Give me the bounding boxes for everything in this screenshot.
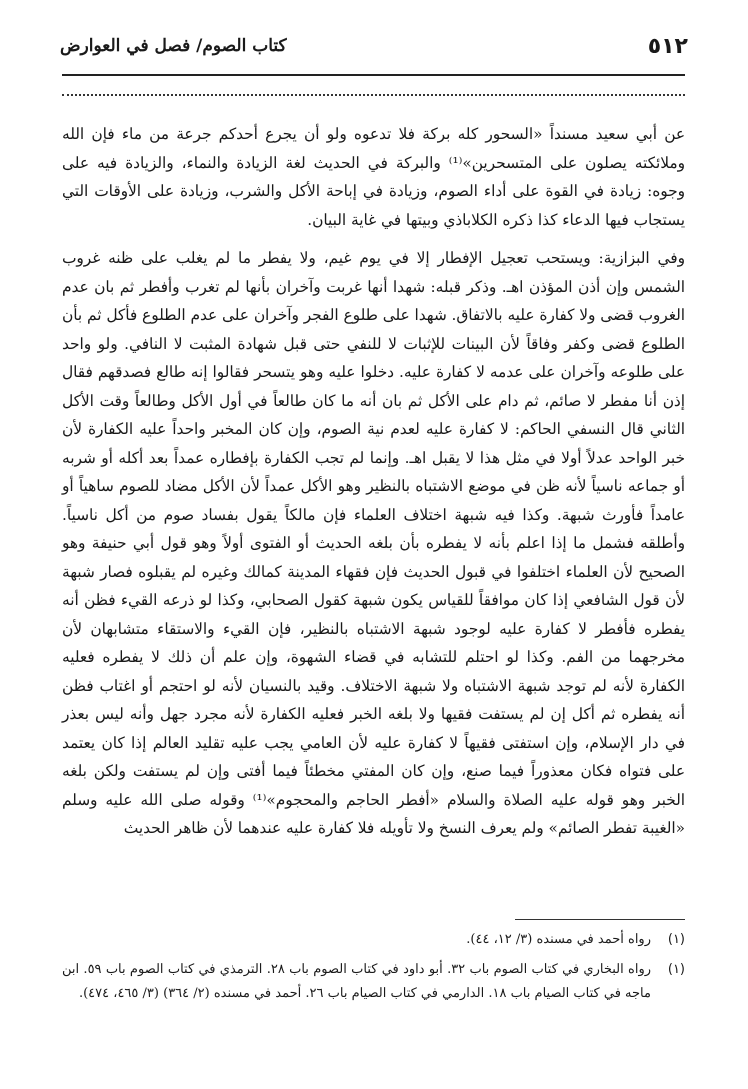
footnote-rule	[515, 919, 685, 920]
footnote-text: رواه أحمد في مسنده (٣/ ١٢، ٤٤).	[466, 932, 651, 947]
footnote-number: (١)	[667, 932, 685, 947]
footnote	[62, 958, 685, 1006]
main-text	[62, 120, 685, 843]
footnote-number: (١)	[667, 962, 685, 977]
footnote-text: رواه البخاري في كتاب الصوم باب ٣٢. أبو داود في كتاب الصوم باب ٢٨. الترمذي في كتاب الصوم باب ٥٩. ابن ماجه في كتاب الصيام باب ١٨. الدارمي في كتاب الصيام باب ٢٦. أحمد في مسنده (٢/ ٣٦٤) (٣/ ٤٦٥، ٤٧٤).	[62, 962, 651, 1001]
footnotes	[62, 928, 685, 1012]
header-rule	[62, 74, 685, 76]
running-title: كتاب الصوم/ فصل في العوارض	[60, 36, 287, 56]
page-number: ٥١٢	[647, 34, 688, 59]
dotted-separator	[62, 94, 685, 96]
paragraph-1: عن أبي سعيد مسنداً «السحور كله بركة فلا تدعوه ولو أن يجرع أحدكم جرعة من ماء فإن الله وملائكته يصلون على المتسحرين»⁽¹⁾ والبركة في الحديث لغة الزيادة والنماء، والزيادة فيه على وجوه: زيادة في القوة على أداء الصوم، وزيادة في إباحة الأكل والشرب، وزيادة على الأوقات التي يستجاب فيها الدعاء كذا ذكره الكلاباذي وبيتها في غاية البيان.	[62, 125, 685, 229]
paragraph-2: وفي البزازية: ويستحب تعجيل الإفطار إلا في يوم غيم، ولا يفطر ما لم يغلب على ظنه غروب الشمس وإن أذن المؤذن اهـ. وذكر قبله: شهدا أنها غربت وآخران بأنها لم تغرب وأفطر ثم بان عدم الغروب قضى ولا كفارة عليه بالاتفاق. شهدا على طلوع الفجر وآخران على عدم الطلوع فأكل ثم بأن الطلوع قضى وكفر وفاقاً لأن البينات للإثبات لا للنفي حتى قبل شهادة المثبت لا النافي. ولو واحد على طلوعه وآخران على عدمه لا كفارة عليه. دخلوا عليه وهو يتسحر فقالوا إنه طالع فصدقهم فقال إذن أنا مفطر لا صائم، ثم دام على الأكل ثم بان أنه ما كان طالعاً في أول الأكل وطالعاً وقت الأكل الثاني قال النسفي الحاكم: لا كفارة عليه لعدم نية الصوم، وإن كان المخبر واحداً عليه الكفارة لأن خبر الواحد عدلاً أولا في مثل هذا لا يقبل اهـ. وإنما لم تجب الكفارة بإفطاره عمداً بعد أكله أو شربه أو جماعه ناسياً لأنه ظن في موضع الاشتباه بالنظير وهو الأكل عمداً لأن الأكل مضاد للصوم ساهياً أو عامداً فأورث شبهة. وكذا فيه شبهة اختلاف العلماء فإن مالكاً يقول بفساد صوم من أكل ناسياً. وأطلقه فشمل ما إذا اعلم بأنه لا يفطره بأن بلغه الحديث أو الفتوى أولاً وهو قول أبي حنيفة وهو الصحيح لأن العلماء اختلفوا في قبول الحديث فإن فقهاء المدينة كمالك وغيره لم يقبلوه فصار شبهة لأن قول الشافعي إذا كان موافقاً للقياس يكون شبهة كقول الصحابي، وكذا لو ذرعه القيء فظن أنه يفطره فأفطر لا كفارة عليه لوجود شبهة الاشتباه بالنظير، فإن القيء والاستقاء متشابهان لأن مخرجهما من الفم. وكذا لو احتلم للتشابه في قضاء الشهوة، وإن علم أن ذلك لا يفطره فعليه الكفارة لأنه لم توجد شبهة الاشتباه ولا شبهة الاختلاف. وقيد بالنسيان لأنه لو احتجم أو اغتاب فظن أنه يفطره ثم أكل إن لم يستفت فقيها ولا بلغه الخبر فعليه الكفارة لأنه مجرد جهل وأنه ليس بعذر في دار الإسلام، وإن استفتى فقيهاً لا كفارة عليه لأن العامي يجب عليه تقليد العالم إذا كان يعتمد على فتواه فكان معذوراً فيما صنع، وإن كان المفتي مخطئاً فيما أفتى وإن لم يستفت ولكن بلغه الخبر وهو قوله عليه الصلاة والسلام «أفطر الحاجم والمحجوم»⁽¹⁾ وقوله صلى الله عليه وسلم «الغيبة تفطر الصائم» ولم يعرف النسخ ولا تأويله فلا كفارة عليه عندهما لأن ظاهر الحديث	[62, 249, 685, 837]
footnote	[62, 928, 685, 952]
page-header	[60, 30, 688, 70]
